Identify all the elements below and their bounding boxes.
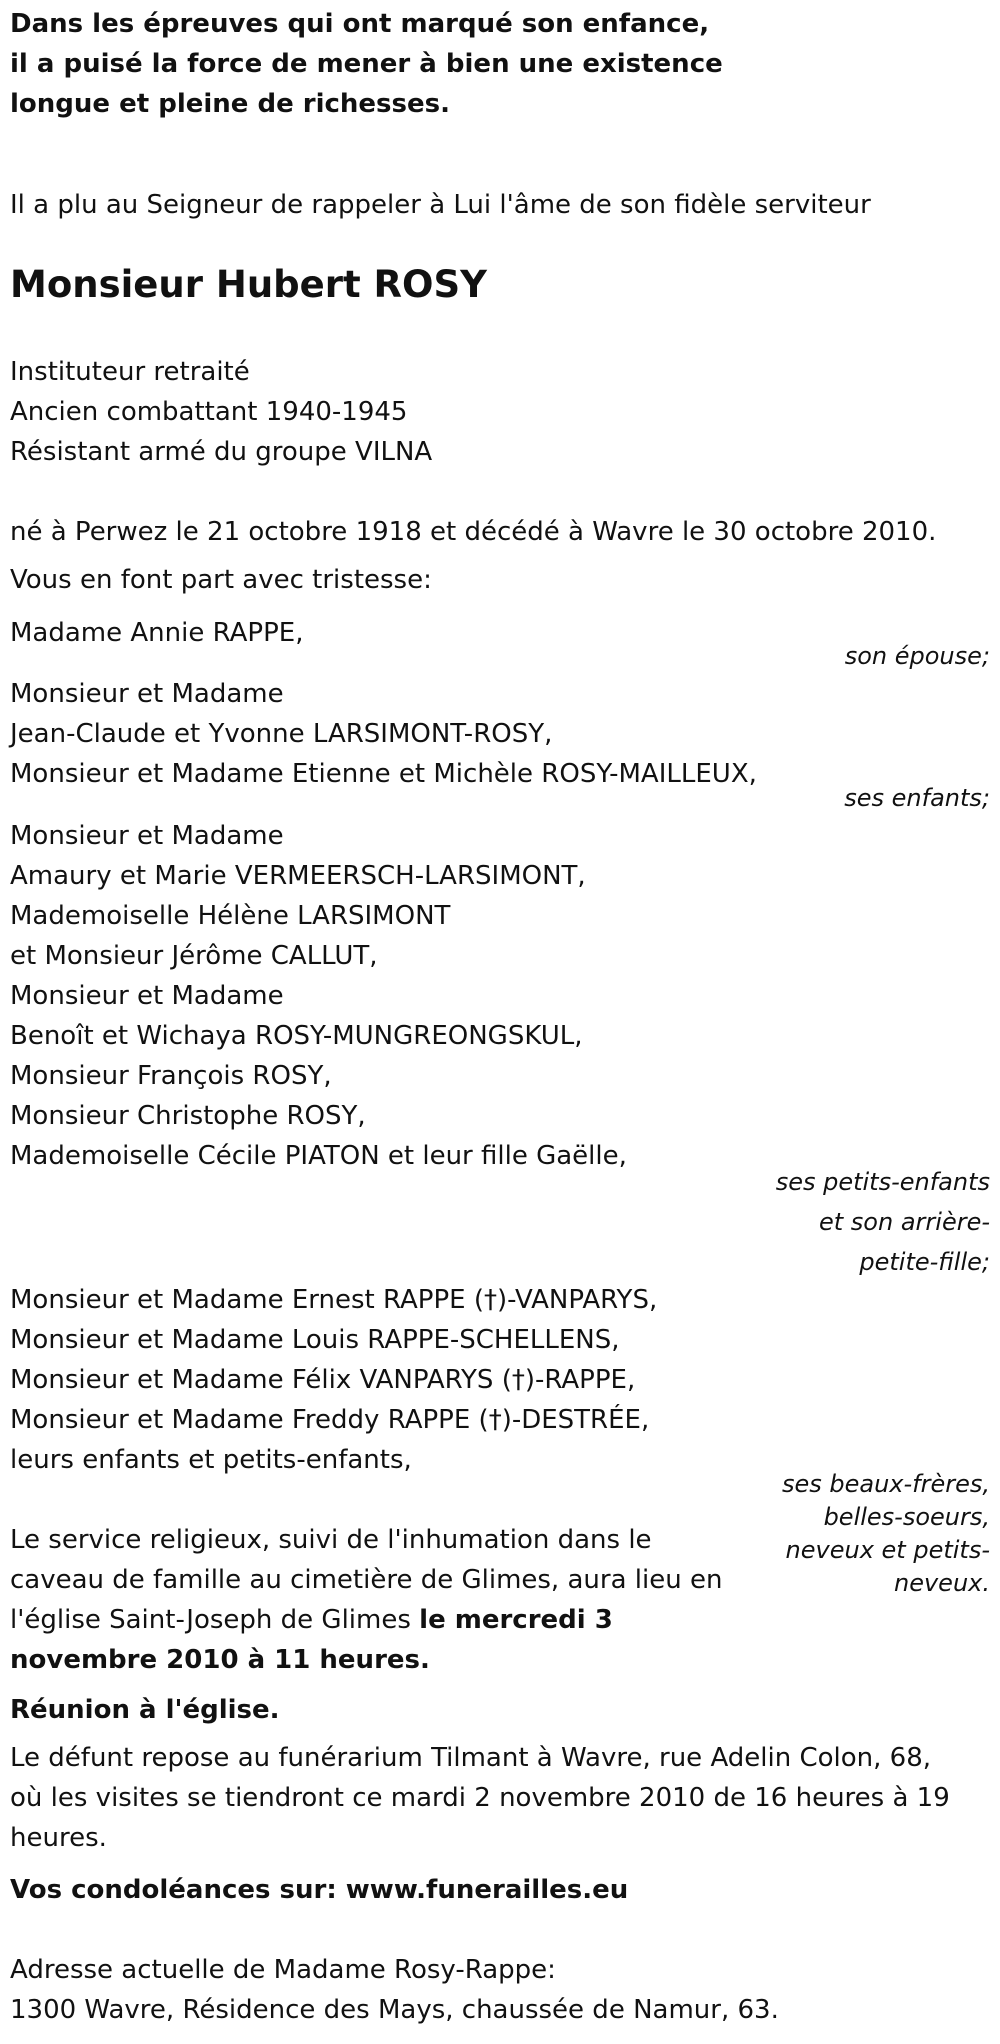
intro-line: longue et pleine de richesses. [10, 89, 450, 119]
family-name-line: Madame Annie RAPPE, [10, 618, 304, 648]
sadness-line: Vous en font part avec tristesse: [10, 565, 432, 595]
family-name-line: Monsieur et Madame Félix VANPARYS (†)-RAPPE, [10, 1365, 636, 1395]
family-name-line: Monsieur et Madame [10, 679, 284, 709]
title-line: Résistant armé du groupe VILNA [10, 437, 433, 467]
title-line: Ancien combattant 1940-1945 [10, 397, 408, 427]
children-names [10, 674, 757, 794]
grandchildren-names [10, 816, 627, 1176]
family-name-line: Mademoiselle Hélène LARSIMONT [10, 901, 451, 931]
inlaws-names [10, 1280, 657, 1480]
address-line: 1300 Wavre, Résidence des Mays, chaussée de Namur, 63. [10, 1995, 779, 2025]
relation-line: ses beaux-frères, [781, 1470, 990, 1498]
children-relation [844, 778, 990, 818]
announcement-text: Il a plu au Seigneur de rappeler à Lui l'âme de son fidèle serviteur [10, 190, 871, 220]
relation-line: son épouse; [844, 642, 990, 670]
family-name-line: Benoît et Wichaya ROSY-MUNGREONGSKUL, [10, 1021, 583, 1051]
inlaws-relation [782, 1468, 990, 1600]
relation-line: belles-soeurs, [823, 1503, 990, 1531]
intro-line: Dans les épreuves qui ont marqué son enfance, [10, 9, 710, 39]
family-name-line: Monsieur et Madame [10, 821, 284, 851]
family-name-line: Monsieur et Madame [10, 981, 284, 1011]
family-name-line: Jean-Claude et Yvonne LARSIMONT-ROSY, [10, 719, 553, 749]
address-block [10, 1950, 779, 2030]
birth-death-dates: né à Perwez le 21 octobre 1918 et décédé à Wavre le 30 octobre 2010. [10, 517, 937, 547]
spouse-names [10, 613, 303, 653]
intro-line: il a puisé la force de mener à bien une existence [10, 49, 723, 79]
title-line: Instituteur retraité [10, 357, 250, 387]
family-name-line: Monsieur Christophe ROSY, [10, 1101, 366, 1131]
family-name-line: Mademoiselle Cécile PIATON et leur fille Gaëlle, [10, 1141, 627, 1171]
deceased-name: Monsieur Hubert ROSY [10, 263, 487, 306]
visitation-paragraph: Le défunt repose au funérarium Tilmant à Wavre, rue Adelin Colon, 68, où les visites se tiendront ce mardi 2 novembre 2010 de 16 heures à 19 heures. [10, 1743, 950, 1853]
intro-quote [10, 4, 723, 124]
relation-line: neveux et petits- [785, 1536, 990, 1564]
condolences-line: Vos condoléances sur: www.funerailles.eu [10, 1875, 629, 1905]
family-name-line: Monsieur François ROSY, [10, 1061, 332, 1091]
relation-line: neveux. [894, 1569, 990, 1597]
spouse-relation [845, 636, 990, 676]
family-name-line: et Monsieur Jérôme CALLUT, [10, 941, 378, 971]
relation-line: ses enfants; [844, 784, 990, 812]
relation-line: ses petits-enfants [775, 1168, 990, 1196]
family-name-line: Monsieur et Madame Ernest RAPPE (†)-VANPARYS, [10, 1285, 658, 1315]
meeting-note: Réunion à l'église. [10, 1695, 280, 1725]
family-name-line: Monsieur et Madame Louis RAPPE-SCHELLENS, [10, 1325, 620, 1355]
deceased-titles [10, 352, 432, 472]
grandchildren-relation [776, 1162, 990, 1282]
family-name-line: Monsieur et Madame Etienne et Michèle ROSY-MAILLEUX, [10, 759, 757, 789]
service-text: Le service religieux, suivi de l'inhumation dans le caveau de famille au cimetière de Glimes, aura lieu en l'église Saint-Joseph de Glimes [10, 1525, 723, 1635]
family-name-line: leurs enfants et petits-enfants, [10, 1445, 412, 1475]
address-line: Adresse actuelle de Madame Rosy-Rappe: [10, 1955, 556, 1985]
service-date: le mercredi 3 novembre 2010 à 11 heures. [10, 1605, 613, 1675]
family-name-line: Monsieur et Madame Freddy RAPPE (†)-DESTRÉE, [10, 1405, 650, 1435]
relation-line: petite-fille; [859, 1248, 990, 1276]
service-paragraph [10, 1520, 740, 1680]
family-name-line: Amaury et Marie VERMEERSCH-LARSIMONT, [10, 861, 586, 891]
relation-line: et son arrière- [819, 1208, 990, 1236]
